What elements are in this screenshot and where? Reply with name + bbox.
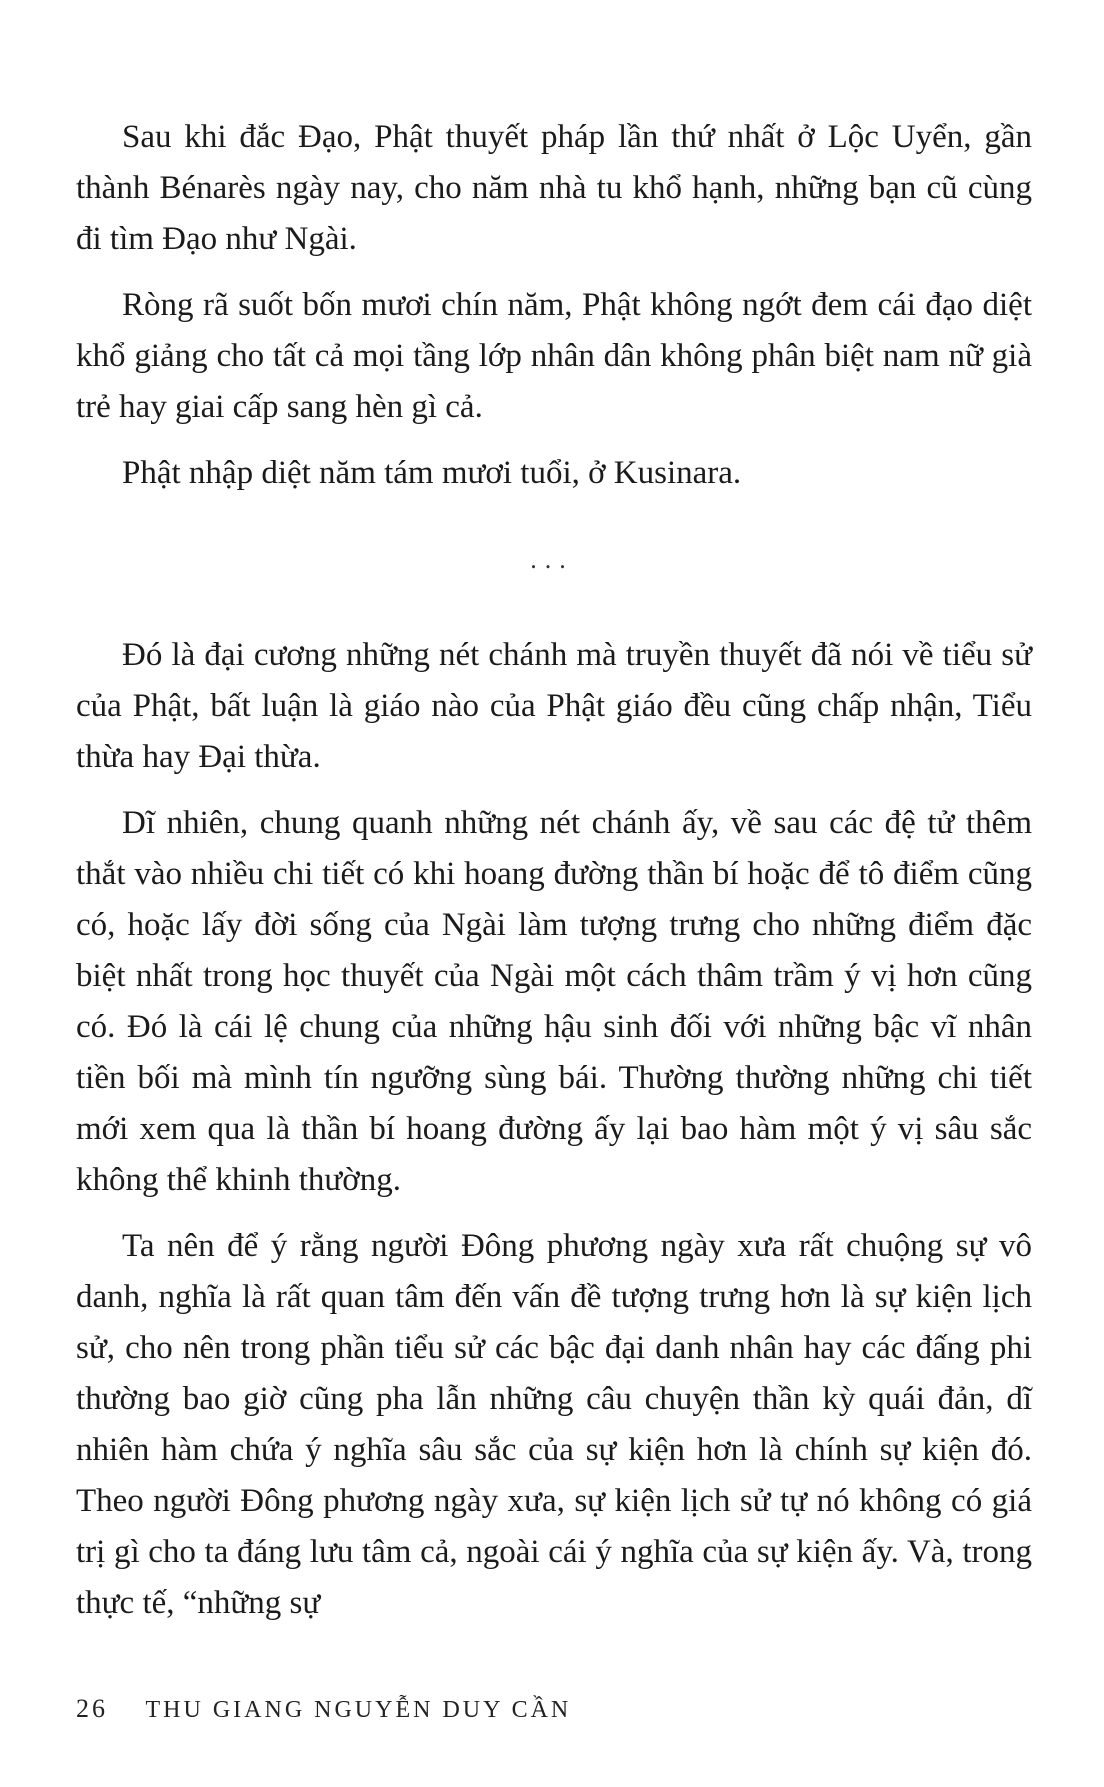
paragraph: Sau khi đắc Đạo, Phật thuyết pháp lần thứ nhất ở Lộc Uyển, gần thành Bénarès ngày nay, cho năm nhà tu khổ hạnh, những bạn cũ cùng đi tìm Đạo như Ngài. — [76, 119, 1032, 257]
section-separator: ... — [530, 545, 574, 574]
page-footer — [76, 1694, 571, 1724]
paragraph: Ròng rã suốt bốn mươi chín năm, Phật không ngớt đem cái đạo diệt khổ giảng cho tất cả mọi tầng lớp nhân dân không phân biệt nam nữ già trẻ hay giai cấp sang hèn gì cả. — [76, 287, 1032, 425]
paragraph: Đó là đại cương những nét chánh mà truyền thuyết đã nói về tiểu sử của Phật, bất luận là giáo nào của Phật giáo đều cũng chấp nhận, Tiểu thừa hay Đại thừa. — [76, 637, 1032, 775]
paragraph: Ta nên để ý rằng người Đông phương ngày xưa rất chuộng sự vô danh, nghĩa là rất quan tâm đến vấn đề tượng trưng hơn là sự kiện lịch sử, cho nên trong phần tiểu sử các bậc đại danh nhân hay các đấng phi thường bao giờ cũng pha lẫn những câu chuyện thần kỳ quái đản, dĩ nhiên hàm chứa ý nghĩa sâu sắc của sự kiện hơn là chính sự kiện đó. Theo người Đông phương ngày xưa, sự kiện lịch sử tự nó không có giá trị gì cho ta đáng lưu tâm cả, ngoài cái ý nghĩa của sự kiện ấy. Và, trong thực tế, “những sự — [76, 1228, 1032, 1621]
text-section-top — [76, 112, 1032, 499]
running-header-author: THU GIANG NGUYỄN DUY CẦN — [145, 1697, 572, 1723]
paragraph: Dĩ nhiên, chung quanh những nét chánh ấy, về sau các đệ tử thêm thắt vào nhiều chi tiết có khi hoang đường thần bí hoặc để tô điểm cũng có, hoặc lấy đời sống của Ngài làm tượng trưng cho những điểm đặc biệt nhất trong học thuyết của Ngài một cách thâm trầm ý vị hơn cũng có. Đó là cái lệ chung của những hậu sinh đối với những bậc vĩ nhân tiền bối mà mình tín ngưỡng sùng bái. Thường thường những chi tiết mới xem qua là thần bí hoang đường ấy lại bao hàm một ý vị sâu sắc không thể khinh thường. — [76, 805, 1032, 1198]
page-number: 26 — [76, 1694, 108, 1723]
paragraph: Phật nhập diệt năm tám mươi tuổi, ở Kusinara. — [122, 455, 742, 491]
text-section-bottom — [76, 630, 1032, 1629]
